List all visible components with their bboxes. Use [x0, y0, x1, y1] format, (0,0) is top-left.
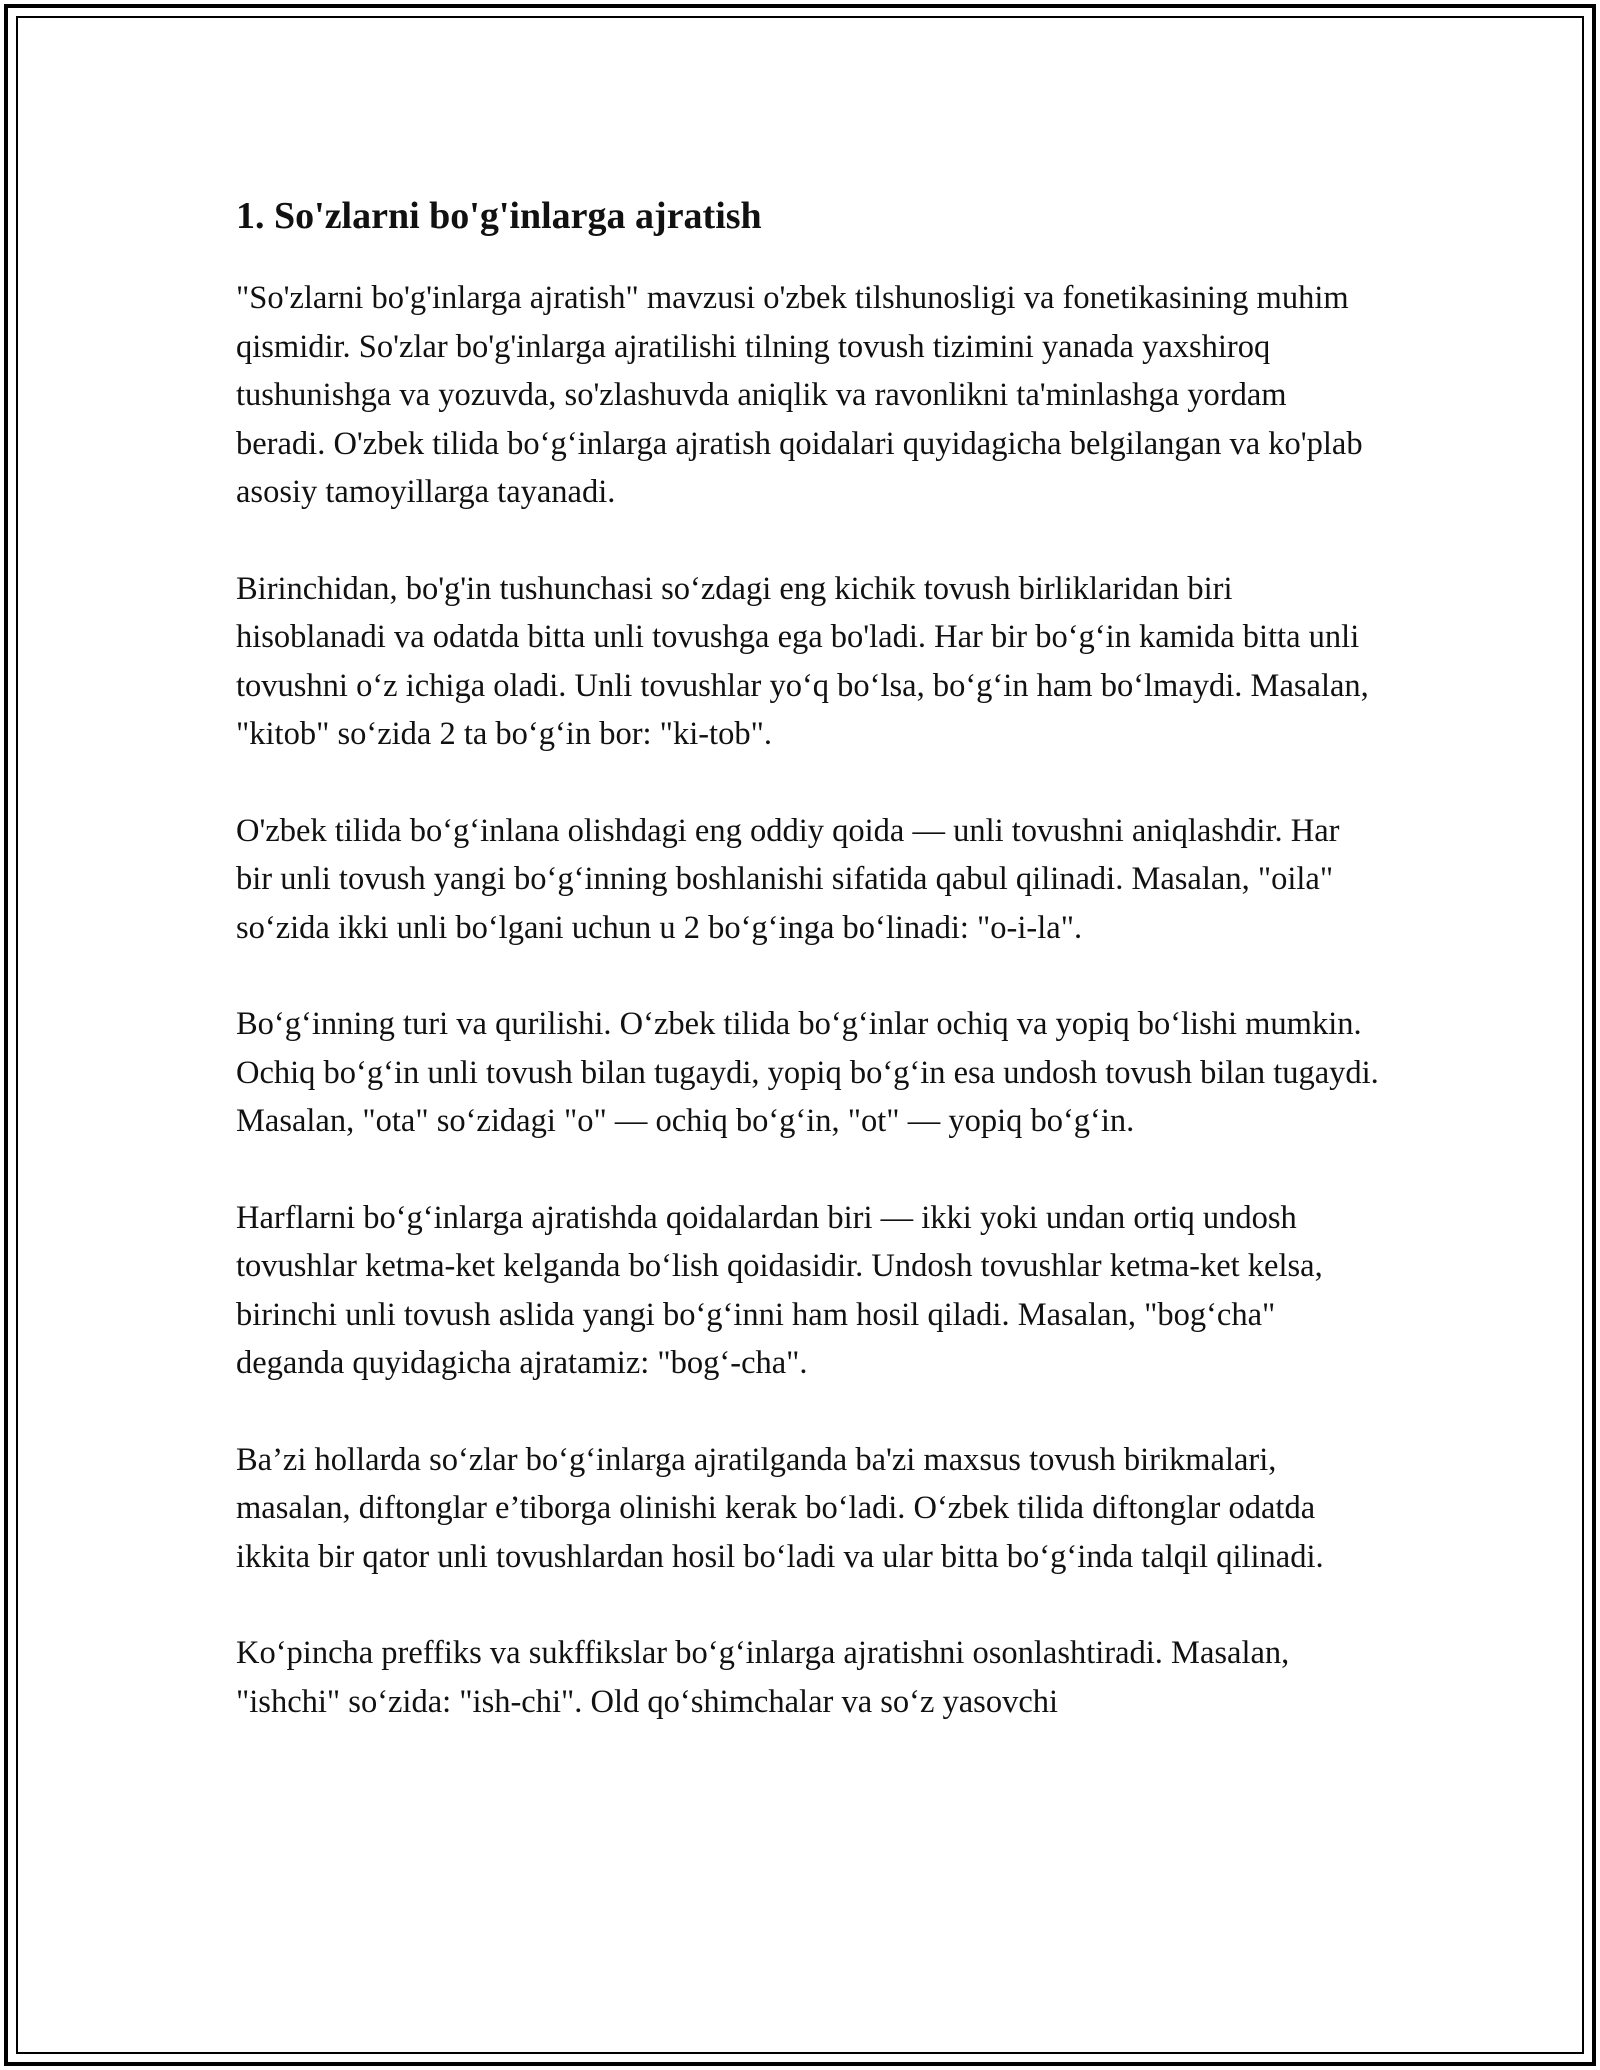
- paragraph-vowel-rule: O'zbek tilida bo‘g‘inlana olishdagi eng oddiy qoida — unli tovushni aniqlashdir. Har bir unli tovush yangi bo‘g‘inning boshlanishi sifatida qabul qilinadi. Masalan, "oila" so‘zida ikki unli bo‘lgani uchun u 2 bo‘g‘inga bo‘linadi: "o-i-la".: [236, 812, 1340, 946]
- paragraph-affixes: Ko‘pincha preffiks va sukffikslar bo‘g‘inlarga ajratishni osonlashtiradi. Masalan, "ishchi" so‘zida: "ish-chi". Old qo‘shimchalar va so‘z yasovchi: [236, 1635, 1290, 1720]
- document-body: [236, 186, 1382, 1774]
- paragraph-syllable-types: Bo‘g‘inning turi va qurilishi. O‘zbek tilida bo‘g‘inlar ochiq va yopiq bo‘lishi mumkin. Ochiq bo‘g‘in unli tovush bilan tugaydi, yopiq bo‘g‘in esa undosh tovush bilan tugaydi. Masalan, "ota" so‘zidagi "o" — ochiq bo‘g‘in, "ot" — yopiq bo‘g‘in.: [236, 1006, 1379, 1139]
- paragraph-diphthongs: Ba’zi hollarda so‘zlar bo‘g‘inlarga ajratilganda ba'zi maxsus tovush birikmalari, masalan, diftonglar e’tiborga olinishi kerak bo‘ladi. O‘zbek tilida diftonglar odatda ikkita bir qator unli tovushlardan hosil bo‘ladi va ular bitta bo‘g‘inda talqil qilinadi.: [236, 1441, 1324, 1575]
- paragraph-consonant-cluster-rule: Harflarni bo‘g‘inlarga ajratishda qoidalardan biri — ikki yoki undan ortiq undosh tovushlar ketma-ket kelganda bo‘lish qoidasidir. Undosh tovushlar ketma-ket kelsa, birinchi unli tovush aslida yangi bo‘g‘inni ham hosil qiladi. Masalan, "bog‘cha" deganda quyidagicha ajratamiz: "bog‘-cha".: [236, 1199, 1323, 1381]
- paragraph-intro: "So'zlarni bo'g'inlarga ajratish" mavzusi o'zbek tilshunosligi va fonetikasining muhim qismidir. So'zlar bo'g'inlarga ajratilishi tilning tovush tizimini yanada yaxshiroq tushunishga va yozuvda, so'zlashuvda aniqlik va ravonlikni ta'minlashga yordam beradi. O'zbek tilida bo‘g‘inlarga ajratish qoidalari quyidagicha belgilangan va ko'plab asosiy tamoyillarga tayanadi.: [236, 280, 1363, 510]
- paragraph-syllable-definition: Birinchidan, bo'g'in tushunchasi so‘zdagi eng kichik tovush birliklaridan biri hisoblanadi va odatda bitta unli tovushga ega bo'ladi. Har bir bo‘g‘in kamida bitta unli tovushni o‘z ichiga oladi. Unli tovushlar yo‘q bo‘lsa, bo‘g‘in ham bo‘lmaydi. Masalan, "kitob" so‘zida 2 ta bo‘g‘in bor: "ki-tob".: [236, 570, 1369, 752]
- document-title: 1. So'zlarni bo'g'inlarga ajratish: [236, 195, 762, 237]
